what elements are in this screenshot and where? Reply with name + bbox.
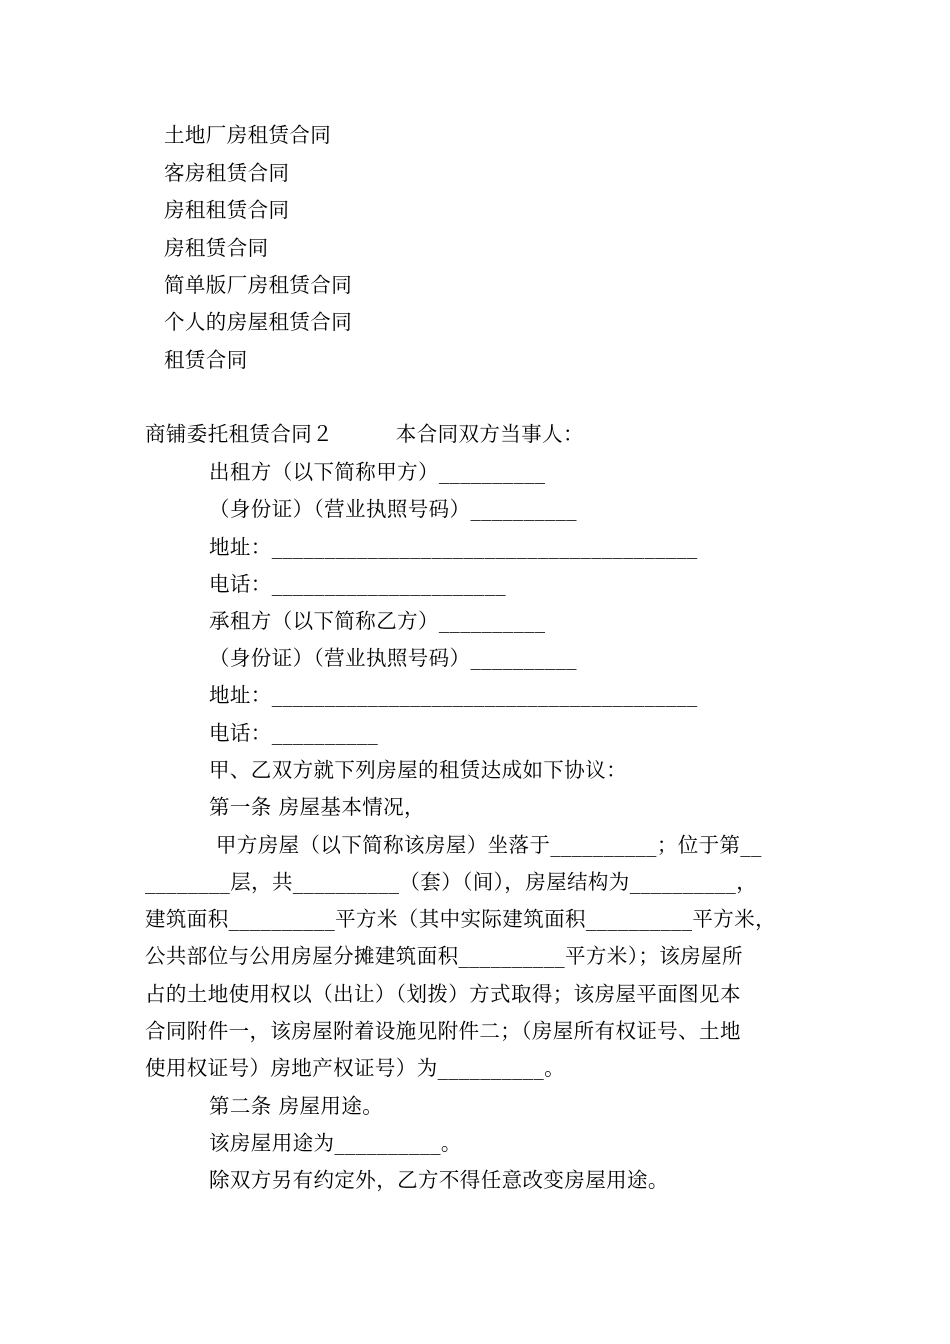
toc-item: 客房租赁合同 xyxy=(164,161,290,185)
toc-item: 房租赁合同 xyxy=(164,236,269,260)
article-1-line: 建筑面积__________平方米（其中实际建筑面积__________平方米， xyxy=(145,907,776,931)
lessee-id-line: （身份证）（营业执照号码）__________ xyxy=(209,646,577,670)
lessee-address-line: 地址：________________________________________ xyxy=(209,683,698,707)
lessor-phone-line: 电话：______________________ xyxy=(209,572,506,596)
toc-item: 个人的房屋租赁合同 xyxy=(164,310,353,334)
toc-item: 房租租赁合同 xyxy=(164,198,290,222)
article-1-line: 占的土地使用权以（出让）（划拨）方式取得；该房屋平面图见本 xyxy=(145,982,741,1006)
toc-item: 简单版厂房租赁合同 xyxy=(164,273,353,297)
toc-item: 土地厂房租赁合同 xyxy=(164,123,332,147)
article-2-line: 该房屋用途为__________。 xyxy=(209,1131,462,1155)
lessor-id-line: （身份证）（营业执照号码）__________ xyxy=(209,497,577,521)
lessee-line: 承租方（以下简称乙方）__________ xyxy=(209,609,546,633)
article-1-line: 合同附件一，该房屋附着设施见附件二；（房屋所有权证号、土地 xyxy=(145,1019,741,1043)
toc-item: 租赁合同 xyxy=(164,348,248,372)
lessor-line: 出租方（以下简称甲方）__________ xyxy=(209,460,546,484)
article-1-line: 甲方房屋（以下简称该房屋）坐落于__________；位于第__ xyxy=(209,833,762,857)
lessor-address-line: 地址：________________________________________ xyxy=(209,535,698,559)
article-1-title: 第一条 房屋基本情况， xyxy=(209,795,425,819)
article-2-line: 除双方另有约定外，乙方不得任意改变房屋用途。 xyxy=(209,1168,669,1192)
article-1-line: ________层，共__________（套）（间），房屋结构为__________， xyxy=(145,870,758,894)
agreement-intro: 甲、乙双方就下列房屋的租赁达成如下协议： xyxy=(209,758,627,782)
lessee-phone-line: 电话：__________ xyxy=(209,721,379,745)
article-1-line: 公共部位与公用房屋分摊建筑面积__________平方米）；该房屋所 xyxy=(145,944,743,968)
article-1-line: 使用权证号）房地产权证号）为__________。 xyxy=(145,1056,565,1080)
article-2-title: 第二条 房屋用途。 xyxy=(209,1094,384,1118)
contract-heading: 商铺委托租赁合同２ 本合同双方当事人： xyxy=(145,422,584,446)
